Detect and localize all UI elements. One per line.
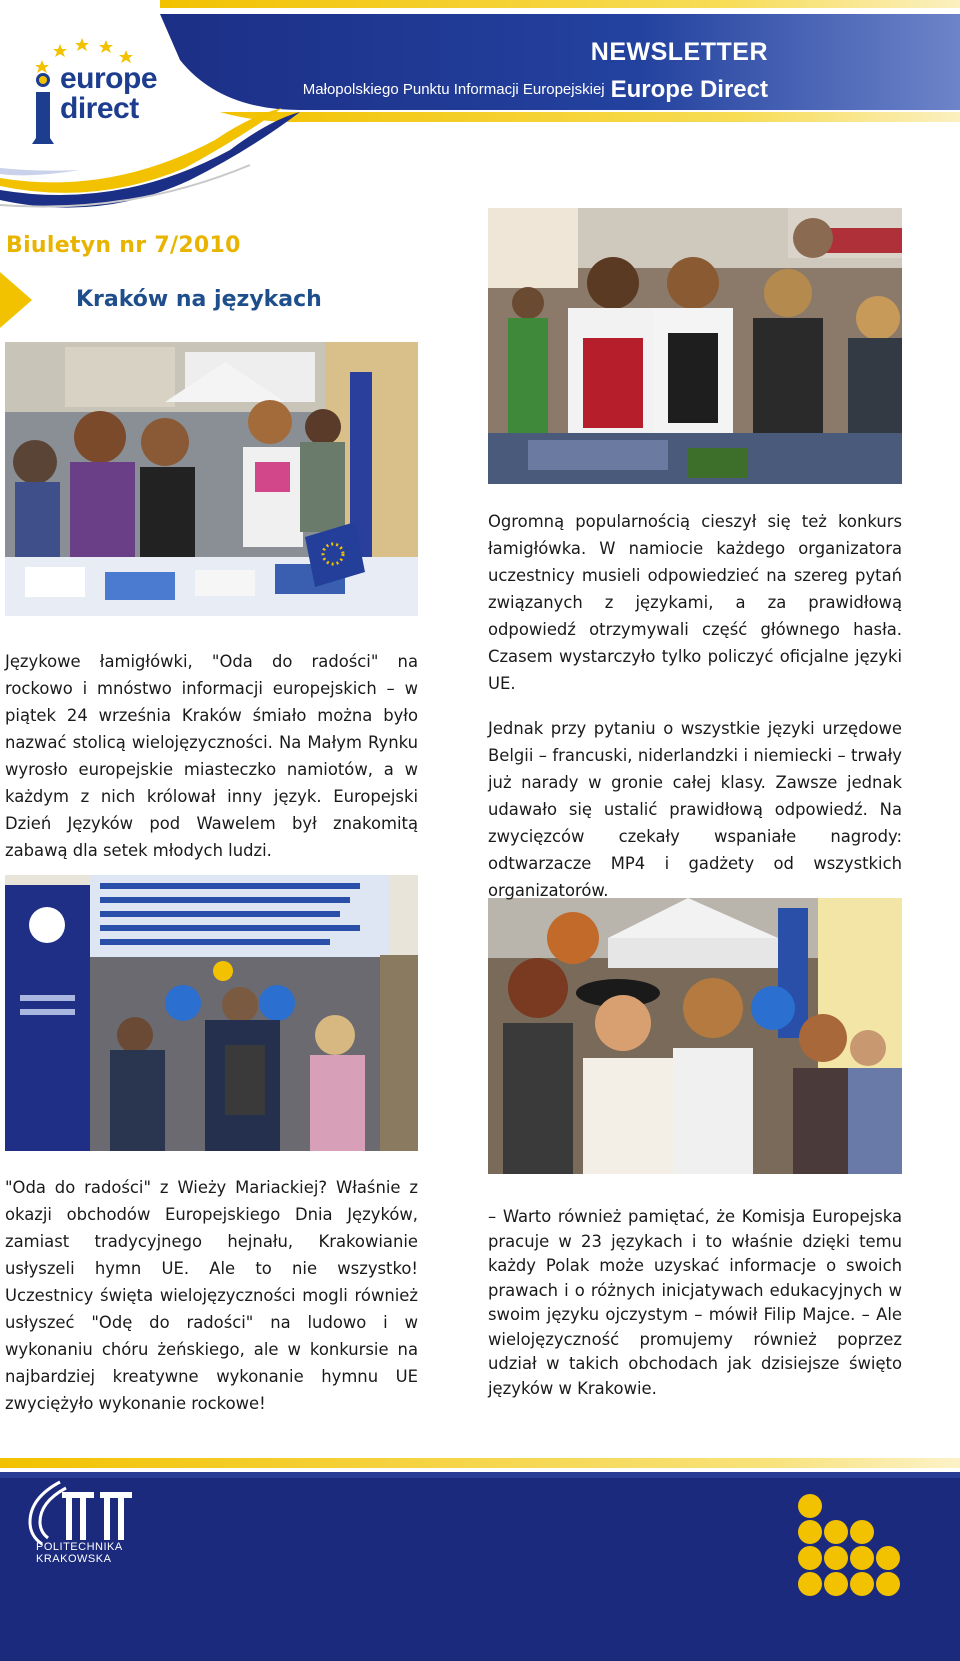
- newsletter-brand: Europe Direct: [610, 76, 768, 103]
- newsletter-subtitle: [303, 76, 768, 104]
- issue-label: Biuletyn nr 7/2010: [6, 233, 241, 258]
- photo-crowd-at-stall: [5, 342, 418, 616]
- newsletter-title: NEWSLETTER: [590, 38, 768, 66]
- arrow-icon: [0, 272, 32, 328]
- photo-girls-in-folk-costume: [488, 208, 902, 484]
- article-left-bottom: [5, 1174, 418, 1417]
- article-headline: Kraków na językach: [76, 287, 322, 312]
- article-right-bottom: [488, 1205, 902, 1401]
- paragraph: "Oda do radości" z Wieży Mariackiej? Właśnie z okazji obchodów Europejskiego Dnia Języków, zamiast tradycyjnego hejnału, Krakowianie usłyszeli hymn UE. Ale to nie wszystko! Uczestnicy święta wielojęzyczności mogli również usłyszeć "Odę do radości" na ludowo i w wykonaniu chóru żeńskiego, ale w konkursie na najbardziej kreatywne wykonanie hymnu UE zwyciężyło wykonanie rockowe!: [5, 1178, 418, 1413]
- article-right-top: [488, 508, 902, 904]
- politechnika-logo-text: [36, 1541, 123, 1565]
- article-left-intro: [5, 648, 418, 864]
- paragraph: – Warto również pamiętać, że Komisja Europejska pracuje w 23 językach i to właśnie dzięki temu każdy Polak może uzyskać informacje o swoich prawach i o różnych inicjatywach edukacyjnych w swoim języku ojczystym – mówił Filip Majce. – Ale wielojęzyczność promujemy również poprzez udział w takich obchodach jak dzisiejsze święto języków w Krakowie.: [488, 1207, 902, 1398]
- logo-word-europe: europe: [60, 62, 158, 95]
- paragraph: Językowe łamigłówki, "Oda do radości" na rockowo i mnóstwo informacji europejskich – w piątek 24 września Kraków śmiało można było nazwać stolicą wielojęzyczności. Na Małym Rynku wyrosło europejskie miasteczko namiotów, a w każdym z nich królował inny język. Europejski Dzień Języków pod Wawelem był znakomitą zabawą dla setek młodych ludzi.: [5, 652, 418, 860]
- europe-direct-logo: [28, 38, 238, 158]
- newsletter-header: [0, 0, 960, 215]
- paragraph: Jednak przy pytaniu o wszystkie języki urzędowe Belgii – francuski, niderlandzki i niemiecki – trwały już narady w gronie całej klasy. Zawsze jednak udawało się ustalić prawidłową odpowiedź. Na zwycięzców czekały wspaniałe nagrody: odtwarzacze MP4 i gadżety od wszystkich organizatorów.: [488, 719, 902, 900]
- politechnika-line1: POLITECHNIKA: [36, 1541, 123, 1553]
- logo-word-direct: direct: [60, 92, 139, 125]
- paragraph: Ogromną popularnością cieszył się też konkurs łamigłówka. W namiocie każdego organizatora uczestnicy musieli odpowiedzieć na szereg pytań związanych z językami, a za prawidłową odpowiedź otrzymywali część głównego hasła. Czasem wystarczyło tylko policzyć oficjalne języki UE.: [488, 512, 902, 693]
- photo-europe-direct-tent: [5, 875, 418, 1151]
- politechnika-line2: KRAKOWSKA: [36, 1553, 112, 1565]
- newsletter-footer: [0, 1458, 960, 1661]
- newsletter-subtitle-text: Małopolskiego Punktu Informacji Europejskiej: [302, 81, 605, 98]
- info-i-icon: [32, 72, 54, 144]
- photo-group-of-girls: [488, 898, 902, 1174]
